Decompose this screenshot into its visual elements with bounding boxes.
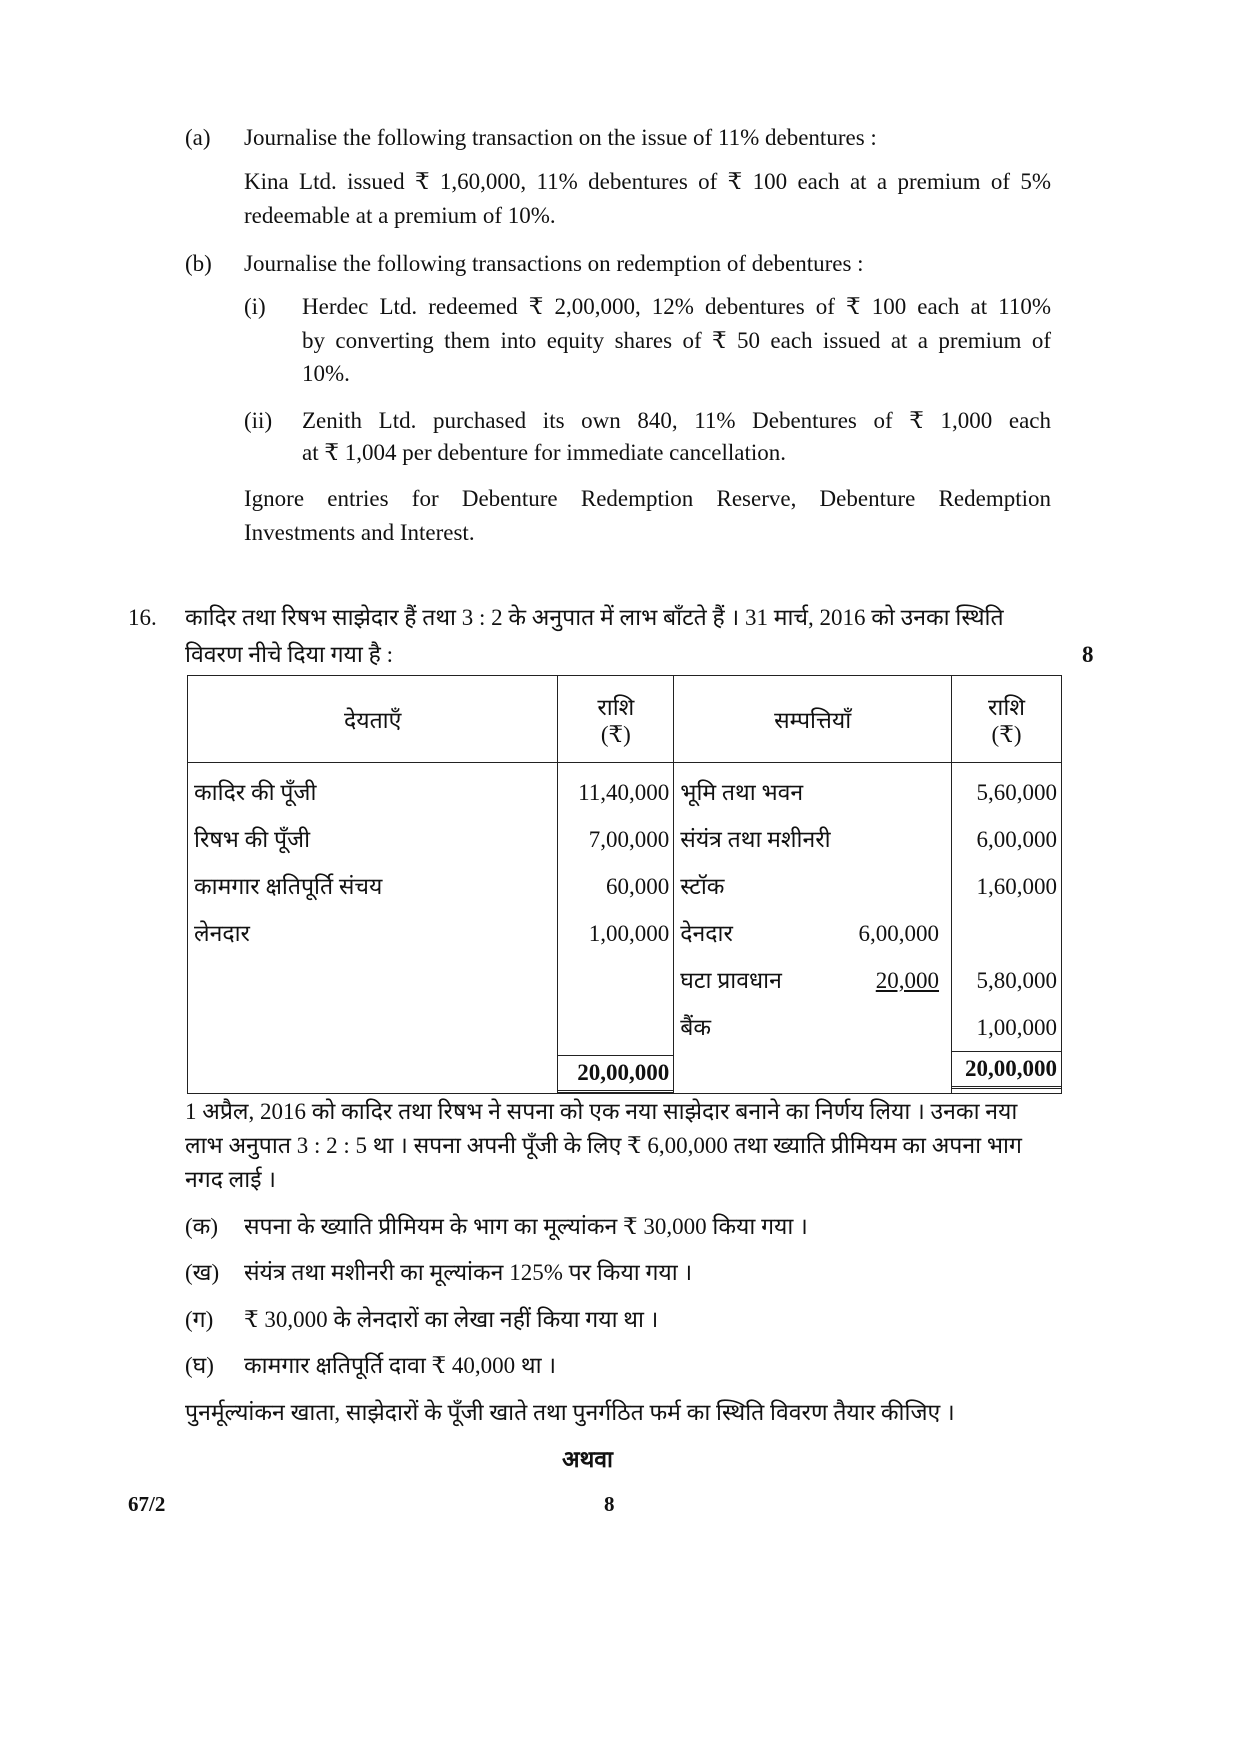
sub-i-text-line: Herdec Ltd. redeemed ₹ 2,00,000, 12% debentures of ₹ 100 each at 110% [302,294,1051,319]
part-a-text-line: Kina Ltd. issued ₹ 1,60,000, 11% debentures of ₹ 100 each at a premium of 5% [244,169,1051,194]
adjustment-label: (ख) [185,1260,220,1285]
debtors-inner-amount: 6,00,000 [858,921,940,946]
adjustment-label: (ग) [185,1307,214,1332]
paper-code: 67/2 [128,1492,166,1516]
balance-sheet-table [187,675,1062,1094]
list-item [674,910,951,957]
part-a-text-line: redeemable at a premium of 10%. [244,203,556,228]
part-b-label: (b) [185,251,212,276]
admission-para-line: लाभ अनुपात 3 : 2 : 5 था । सपना अपनी पूँजी के लिए ₹ 6,00,000 तथा ख्याति प्रीमियम का अपना भाग [185,1133,1022,1158]
amount-cell: 6,00,000 [976,827,1057,852]
sub-i-label: (i) [244,294,266,319]
provision-label: घटा प्रावधान [680,968,782,993]
debtors-label: देनदार [680,921,733,946]
liabilities-column [188,763,558,1094]
admission-para-line: 1 अप्रैल, 2016 को कादिर तथा रिषभ ने सपना को एक नया साझेदार बनाने का निर्णय लिया । उनका नया [185,1099,1018,1124]
list-item: रिषभ की पूँजी [194,827,311,852]
assets-total: 20,00,000 [952,1051,1061,1089]
amount-cell: 5,60,000 [976,780,1057,805]
table-body-row [188,763,1062,1094]
question-number: 16. [128,605,157,630]
marks: 8 [1082,642,1094,667]
ignore-note-line: Investments and Interest. [244,520,475,545]
adjustment-text: सपना के ख्याति प्रीमियम के भाग का मूल्यांकन ₹ 30,000 किया गया । [244,1214,808,1239]
amount-cell: 60,000 [606,874,670,899]
amount-cell: 5,80,000 [976,968,1057,993]
question-16-intro-line: विवरण नीचे दिया गया है : [185,642,393,667]
table-header-row [188,676,1062,763]
adjustment-text: संयंत्र तथा मशीनरी का मूल्यांकन 125% पर किया गया । [244,1260,693,1285]
adjustment-label: (क) [185,1214,218,1239]
part-a-label: (a) [185,125,211,150]
sub-i-text-line: by converting them into equity shares of ₹ 50 each issued at a premium of [302,328,1051,353]
amount-header: राशि (₹) [952,676,1062,763]
part-b-question: Journalise the following transactions on redemption of debentures : [244,251,864,276]
list-item [674,957,951,1004]
list-item: बैंक [680,1015,712,1040]
list-item: भूमि तथा भवन [680,780,804,805]
sub-i-text-line: 10%. [302,361,350,386]
amount-cell: 7,00,000 [588,827,670,852]
liabilities-amount-column [558,763,674,1094]
sub-ii-label: (ii) [244,408,273,433]
list-item: कामगार क्षतिपूर्ति संचय [194,874,383,899]
adjustment-text: ₹ 30,000 के लेनदारों का लेखा नहीं किया गया था । [244,1307,659,1332]
ignore-note-line: Ignore entries for Debenture Redemption Reserve, Debenture Redemption [244,486,1051,511]
assets-column [674,763,952,1094]
amount-cell: 1,60,000 [976,874,1057,899]
admission-para-line: नगद लाई । [185,1167,276,1192]
provision-inner-amount: 20,000 [875,968,940,993]
list-item: संयंत्र तथा मशीनरी [680,827,831,852]
adjustment-label: (घ) [185,1353,214,1378]
amount-cell: 1,00,000 [976,1015,1057,1040]
amount-cell [952,910,1061,957]
instruction: पुनर्मूल्यांकन खाता, साझेदारों के पूँजी खाते तथा पुनर्गठित फर्म का स्थिति विवरण तैयार कीजिए । [185,1400,955,1425]
amount-cell: 11,40,000 [578,780,670,805]
adjustment-text: कामगार क्षतिपूर्ति दावा ₹ 40,000 था । [244,1353,557,1378]
assets-header: सम्पत्तियाँ [674,676,952,763]
or-separator: अथवा [562,1447,614,1472]
liabilities-total: 20,00,000 [558,1055,673,1093]
sub-ii-text-line: Zenith Ltd. purchased its own 840, 11% Debentures of ₹ 1,000 each [302,408,1051,433]
list-item: लेनदार [194,921,250,946]
amount-cell: 1,00,000 [588,921,670,946]
sub-ii-text-line: at ₹ 1,004 per debenture for immediate cancellation. [302,440,787,465]
list-item: कादिर की पूँजी [194,780,317,805]
question-16-intro-line: कादिर तथा रिषभ साझेदार हैं तथा 3 : 2 के अनुपात में लाभ बाँटते हैं । 31 मार्च, 2016 को उनका स्थिति [185,605,1004,630]
page-number: 8 [604,1492,615,1516]
liabilities-header: देयताएँ [188,676,558,763]
assets-amount-column [952,763,1062,1094]
list-item: स्टॉक [680,874,725,899]
part-a-question: Journalise the following transaction on the issue of 11% debentures : [244,125,877,150]
amount-header: राशि (₹) [558,676,674,763]
